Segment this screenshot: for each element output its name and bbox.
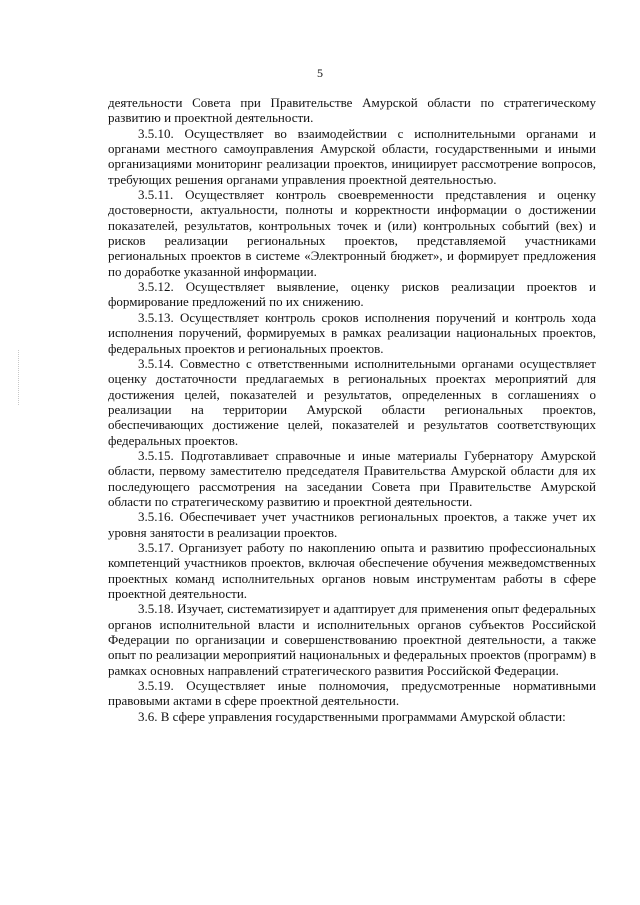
paragraph-3-5-11: 3.5.11. Осуществляет контроль своевременности представления и оценку достоверности, актуальности, полноты и корректности информации о достижении показателей, результатов, контрольных точек и (или) контрольных событий (вех) и рисков реализации региональных проектов, представляемой участниками региональных проектов в системе «Электронный бюджет», и формирует предложения по доработке указанной информации. <box>108 187 596 279</box>
page-number: 5 <box>317 66 323 80</box>
paragraph-3-5-12: 3.5.12. Осуществляет выявление, оценку рисков реализации проектов и формирование предложений по их снижению. <box>108 279 596 310</box>
paragraph-3-6: 3.6. В сфере управления государственными программами Амурской области: <box>138 708 566 724</box>
paragraph-3-5-14: 3.5.14. Совместно с ответственными исполнительными органами осуществляет оценку достаточности предлагаемых в региональных проектах мероприятий для достижения целей, показателей и результатов, определенных в соглашениях о реализации на территории Амурской области региональных проектов, обеспечивающих достижение целей, показателей и результатов соответствующих федеральных проектов. <box>108 355 596 448</box>
document-body <box>108 95 596 724</box>
paragraph-3-5-16: 3.5.16. Обеспечивает учет участников региональных проектов, а также учет их уровня занятости в реализации проектов. <box>108 509 596 540</box>
paragraph-3-5-19: 3.5.19. Осуществляет иные полномочия, предусмотренные нормативными правовыми актами в сфере проектной деятельности. <box>108 678 596 709</box>
margin-scan-mark <box>18 350 20 405</box>
paragraph-3-5-15: 3.5.15. Подготавливает справочные и иные материалы Губернатору Амурской области, первому заместителю председателя Правительства Амурской области для их последующего рассмотрения на заседании Совета при Правительстве Амурской области по стратегическому развитию и проектной деятельности. <box>108 447 596 509</box>
paragraph-3-5-17: 3.5.17. Организует работу по накоплению опыта и развитию профессиональных компетенций участников проектов, включая обеспечение обучения межведомственных проектных команд исполнительных органов новым инструментам работы в сфере проектной деятельности. <box>108 539 596 601</box>
paragraph-3-5-10: 3.5.10. Осуществляет во взаимодействии с исполнительными органами и органами местного самоуправления Амурской области, государственными и иными организациями мониторинг реализации проектов, инициирует рассмотрение вопросов, требующих решения органами управления проектной деятельностью. <box>108 125 596 187</box>
paragraph-continuation: деятельности Совета при Правительстве Амурской области по стратегическому развитию и проектной деятельности. <box>108 95 596 126</box>
paragraph-3-5-18: 3.5.18. Изучает, систематизирует и адаптирует для применения опыт федеральных органов исполнительной власти и исполнительных органов субъектов Российской Федерации по организации и совершенствованию проектной деятельности, а также опыт по реализации мероприятий национальных и федеральных проектов (программ) в рамках основных направлений стратегического развития Российской Федерации. <box>108 601 596 678</box>
paragraph-3-5-13: 3.5.13. Осуществляет контроль сроков исполнения поручений и контроль хода исполнения поручений, формируемых в рамках реализации национальных проектов, федеральных проектов и региональных проектов. <box>108 309 596 356</box>
